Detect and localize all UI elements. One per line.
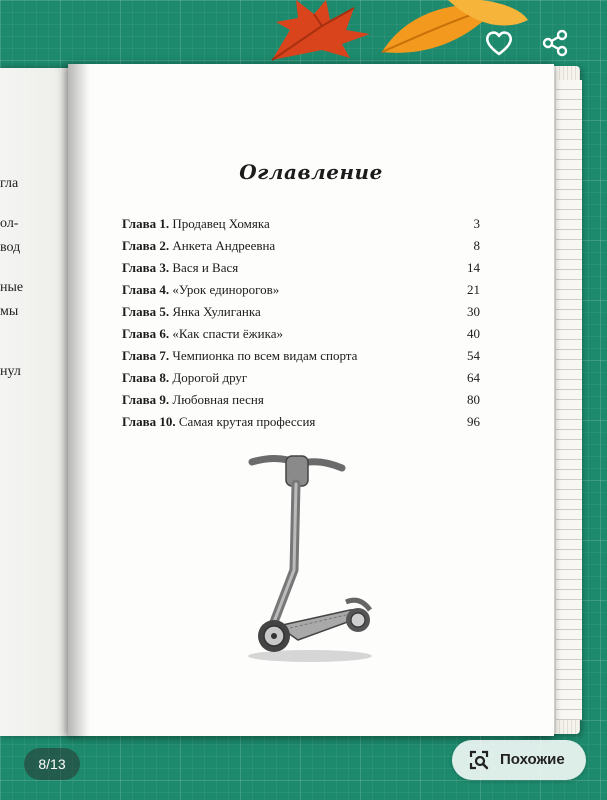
toc-row: [122, 238, 480, 258]
chapter-label: Глава 1.: [122, 216, 170, 231]
chapter-page: 40: [467, 326, 480, 341]
chapter-title: Дорогой друг: [172, 370, 248, 385]
chapter-label: Глава 7.: [122, 348, 170, 363]
chapter-label: Глава 4.: [122, 282, 170, 297]
toc-row: [122, 304, 480, 324]
chapter-label: Глава 6.: [122, 326, 170, 341]
chapter-label: Глава 10.: [122, 414, 176, 429]
left-page-text-line: нул: [0, 364, 21, 379]
chapter-title: Самая крутая профессия: [178, 414, 316, 429]
chapter-title: Продавец Хомяка: [172, 216, 270, 231]
toc-title: Оглавление: [239, 160, 383, 184]
chapter-label: Глава 5.: [122, 304, 170, 319]
toc-row: [122, 282, 480, 302]
chapter-title: Анкета Андреевна: [172, 238, 276, 253]
left-page-text-line: вод: [0, 240, 21, 255]
chapter-page: 14: [467, 260, 480, 275]
toc-row: [122, 260, 480, 280]
left-page-text-line: гла: [0, 176, 19, 191]
chapter-title: Любовная песня: [172, 392, 264, 407]
image-counter: 8/13: [24, 748, 80, 780]
chapter-page: 96: [467, 414, 480, 429]
chapter-page: 54: [467, 348, 480, 363]
heart-icon: [484, 28, 514, 58]
left-page-text-line: мы: [0, 304, 19, 319]
share-button[interactable]: [540, 28, 570, 58]
toc-row: [122, 370, 480, 390]
visual-search-icon: [468, 749, 490, 771]
chapter-label: Глава 8.: [122, 370, 170, 385]
similar-images-label: Похожие: [500, 751, 565, 768]
red-maple-leaf: [262, 0, 382, 64]
chapter-title: «Как спасти ёжика»: [172, 326, 283, 341]
chapter-page: 21: [467, 282, 480, 297]
chapter-page: 80: [467, 392, 480, 407]
scooter-illustration: [238, 450, 378, 670]
book-page-edges: [556, 80, 582, 720]
chapter-label: Глава 3.: [122, 260, 170, 275]
toc-row: [122, 414, 480, 434]
chapter-page: 3: [473, 216, 480, 231]
toc-row: [122, 392, 480, 412]
right-book-page: [68, 64, 554, 736]
chapter-title: Янка Хулиганка: [172, 304, 261, 319]
chapter-title: «Урок единорогов»: [172, 282, 280, 297]
left-page-text-line: ные: [0, 280, 24, 295]
chapter-title: Чемпионка по всем видам спорта: [172, 348, 358, 363]
share-icon: [540, 28, 570, 58]
like-button[interactable]: [484, 28, 514, 58]
toc-row: [122, 348, 480, 368]
chapter-label: Глава 9.: [122, 392, 170, 407]
left-page-text-line: ол-: [0, 216, 19, 231]
toc-row: [122, 326, 480, 346]
chapter-page: 30: [467, 304, 480, 319]
chapter-page: 8: [473, 238, 480, 253]
chapter-page: 64: [467, 370, 480, 385]
similar-images-button[interactable]: [452, 740, 586, 780]
left-book-page: [0, 68, 78, 736]
chapter-label: Глава 2.: [122, 238, 170, 253]
chapter-title: Вася и Вася: [172, 260, 239, 275]
toc-row: [122, 216, 480, 236]
